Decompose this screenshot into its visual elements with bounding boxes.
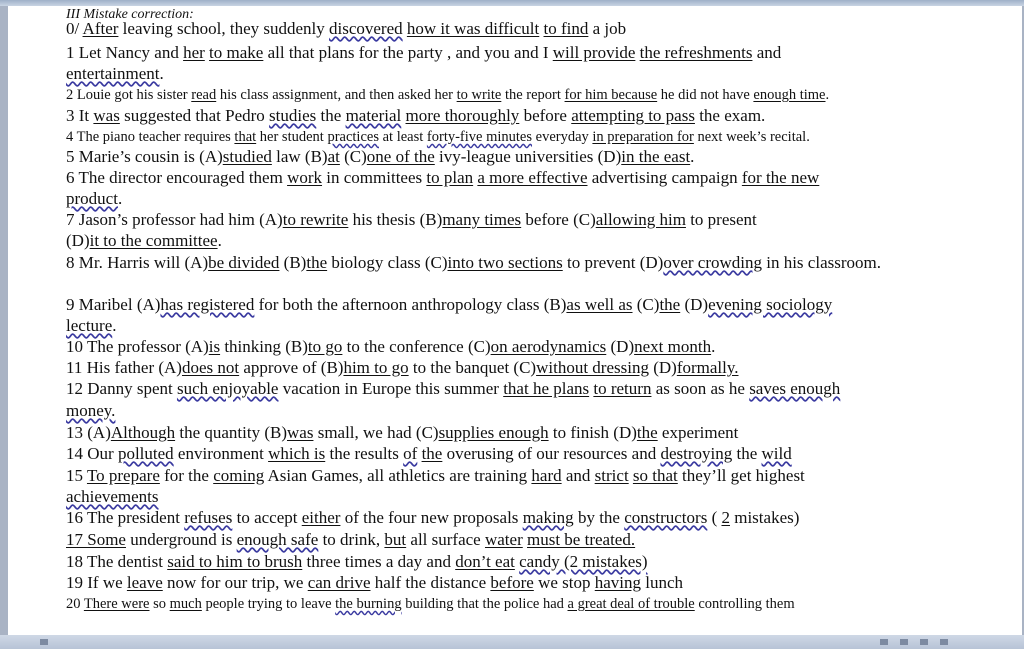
text-segment: experiment (657, 423, 739, 442)
text-segment: to the conference (C) (342, 337, 491, 356)
underlined-phrase: making (522, 508, 574, 527)
text-segment: advertising campaign (587, 168, 742, 187)
underlined-phrase: that he plans (503, 379, 590, 398)
underlined-phrase: money. (66, 401, 116, 420)
sentence-line (66, 572, 683, 593)
underlined-phrase: achievements (66, 487, 159, 506)
underlined-phrase: for him because (564, 87, 658, 103)
text-segment: ivy-league universities (D) (434, 147, 622, 166)
underlined-phrase: to rewrite (282, 210, 349, 229)
underlined-phrase: attempting to pass (571, 106, 695, 125)
underlined-phrase: so that (632, 466, 678, 485)
text-segment: at least (378, 129, 427, 145)
text-segment: for the (159, 466, 214, 485)
underlined-phrase: can drive (307, 573, 371, 592)
underlined-phrase: refuses (184, 508, 233, 527)
underlined-phrase: it to the committee (89, 231, 218, 250)
text-segment: (D) (66, 231, 90, 250)
underlined-phrase: as well as (566, 295, 633, 314)
underlined-phrase: many times (442, 210, 522, 229)
view-icon (940, 639, 948, 645)
text-segment: 16 The president (66, 508, 185, 527)
underlined-phrase: was (287, 423, 314, 442)
underlined-phrase: candy (2 mistakes) (519, 552, 648, 571)
underlined-phrase: hard (531, 466, 562, 485)
underlined-phrase: water (484, 530, 523, 549)
text-segment: law (B) (271, 147, 328, 166)
sentence-line (66, 167, 819, 188)
text-segment: 18 The dentist (66, 552, 168, 571)
sentence-line (66, 465, 805, 486)
text-segment: next week’s recital. (693, 129, 810, 145)
underlined-phrase: the (306, 253, 328, 272)
text-segment: we stop (533, 573, 595, 592)
text-segment: everyday (532, 129, 593, 145)
underlined-phrase: will provide (552, 43, 636, 62)
sentence-line (66, 400, 115, 421)
text-segment: suggested that Pedro (119, 106, 270, 125)
underlined-phrase: polluted (117, 444, 174, 463)
text-segment: controlling them (694, 596, 795, 612)
view-icon (880, 639, 888, 645)
text-segment: 4 The piano teacher requires (66, 129, 235, 145)
underlined-phrase: to return (593, 379, 652, 398)
underlined-phrase: next month (634, 337, 712, 356)
underlined-phrase: don’t eat (455, 552, 515, 571)
underlined-phrase: strict (594, 466, 629, 485)
text-segment: to the banquet (C) (408, 358, 537, 377)
text-segment: his thesis (B) (348, 210, 443, 229)
underlined-phrase: There were (83, 596, 150, 612)
text-segment: 9 Maribel (A) (66, 295, 161, 314)
underlined-phrase: which is (268, 444, 326, 463)
status-icon (40, 639, 48, 645)
underlined-phrase: leave (126, 573, 163, 592)
sentence-line (66, 507, 799, 528)
text-segment: . (112, 316, 117, 335)
text-segment: now for our trip, we (162, 573, 308, 592)
underlined-phrase: the (636, 423, 658, 442)
text-segment: the exam. (694, 106, 766, 125)
underlined-phrase: of (403, 444, 418, 463)
text-segment: . (217, 231, 222, 250)
underlined-phrase: to find (543, 19, 589, 38)
text-segment: 11 His father (A) (66, 358, 182, 377)
view-icon (920, 639, 928, 645)
underlined-phrase: that (234, 129, 257, 145)
text-segment: he did not have (657, 87, 754, 103)
text-segment: . (825, 87, 830, 103)
underlined-phrase: forty-five minutes (426, 129, 533, 145)
text-segment: (D) (606, 337, 635, 356)
text-segment: people trying to leave (201, 596, 336, 612)
underlined-phrase: her (183, 43, 205, 62)
text-segment: 14 Our (66, 444, 118, 463)
underlined-phrase: supplies enough (438, 423, 549, 442)
text-segment: 5 Marie’s cousin is (A) (66, 147, 223, 166)
underlined-phrase: in the east (621, 147, 691, 166)
sentence-line (66, 18, 626, 39)
text-segment: (D) (648, 358, 677, 377)
text-segment: (D) (680, 295, 709, 314)
text-segment: 8 Mr. Harris will (A) (66, 253, 209, 272)
text-segment: so (149, 596, 170, 612)
underlined-phrase: for the new (741, 168, 820, 187)
underlined-phrase: said to him to brush (167, 552, 303, 571)
underlined-phrase: enough safe (236, 530, 319, 549)
text-segment: small, we had (C) (313, 423, 439, 442)
underlined-phrase: studied (222, 147, 272, 166)
sentence-line (66, 443, 792, 464)
underlined-phrase: coming (213, 466, 265, 485)
underlined-phrase: more thoroughly (405, 106, 520, 125)
underlined-phrase: After (82, 19, 119, 38)
text-segment: (C) (632, 295, 660, 314)
sentence-line (66, 529, 635, 550)
underlined-phrase: to plan (426, 168, 474, 187)
sentence-line (66, 127, 810, 148)
text-segment: . (711, 337, 716, 356)
sentence-line (66, 42, 781, 63)
underlined-phrase: in preparation for (592, 129, 694, 145)
text-segment: they’ll get highest (677, 466, 805, 485)
underlined-phrase: one of the (366, 147, 435, 166)
sentence-line (66, 252, 881, 273)
text-segment: ( (707, 508, 722, 527)
text-segment: leaving school, they suddenly (118, 19, 329, 38)
underlined-phrase: to write (456, 87, 502, 103)
text-segment: half the distance (370, 573, 491, 592)
sentence-line (66, 486, 159, 507)
text-segment: 19 If we (66, 573, 127, 592)
sentence-line (66, 378, 840, 399)
text-segment: all that plans for the party , and you and I (263, 43, 553, 62)
text-segment: . (159, 64, 164, 83)
sentence-line (66, 422, 738, 443)
text-segment: and (752, 43, 782, 62)
text-segment: vacation in Europe this summer (278, 379, 504, 398)
text-segment: by the (573, 508, 625, 527)
underlined-phrase: either (301, 508, 341, 527)
sentence-line (66, 594, 795, 615)
underlined-phrase: must be treated. (527, 530, 636, 549)
underlined-phrase: at (327, 147, 340, 166)
text-segment: 13 (A) (66, 423, 111, 442)
section-heading: III Mistake correction: (66, 7, 194, 22)
underlined-phrase: studies (269, 106, 317, 125)
sentence-line (66, 188, 122, 209)
sentence-line (66, 551, 648, 572)
underlined-phrase: entertainment (66, 64, 160, 83)
underlined-phrase: discovered (329, 19, 403, 38)
text-segment: approve of (B) (239, 358, 344, 377)
text-segment: biology class (C) (327, 253, 448, 272)
text-segment: 3 It (66, 106, 94, 125)
text-segment: (B) (279, 253, 307, 272)
underlined-phrase: formally. (676, 358, 739, 377)
text-segment: thinking (B) (220, 337, 308, 356)
underlined-phrase: is (208, 337, 221, 356)
underlined-phrase: before (490, 573, 534, 592)
sentence-line (66, 146, 694, 167)
text-segment: 6 The director encouraged them (66, 168, 288, 187)
text-segment: underground is (125, 530, 237, 549)
text-segment: to finish (D) (548, 423, 637, 442)
sentence-line (66, 105, 765, 126)
text-segment: the results (325, 444, 404, 463)
text-segment: 12 Danny spent (66, 379, 177, 398)
text-segment: and (561, 466, 595, 485)
sentence-line (66, 209, 757, 230)
underlined-phrase: work (287, 168, 323, 187)
underlined-phrase: has registered (160, 295, 255, 314)
underlined-phrase: without dressing (536, 358, 649, 377)
sentence-line (66, 315, 117, 336)
text-segment: mistakes) (729, 508, 800, 527)
underlined-phrase: To prepare (86, 466, 160, 485)
text-segment: in committees (322, 168, 427, 187)
underlined-phrase: him to go (343, 358, 409, 377)
underlined-phrase: such enjoyable (176, 379, 279, 398)
text-segment: all surface (406, 530, 485, 549)
text-segment: to prevent (D) (562, 253, 664, 272)
underlined-phrase: to go (307, 337, 343, 356)
underlined-phrase: read (191, 87, 217, 103)
underlined-phrase: material (345, 106, 402, 125)
text-segment: 15 (66, 466, 87, 485)
text-segment: Asian Games, all athletics are training (264, 466, 532, 485)
text-segment: before (C) (521, 210, 596, 229)
text-segment: 10 The professor (A) (66, 337, 209, 356)
text-segment: lunch (641, 573, 684, 592)
underlined-phrase: enough time (753, 87, 826, 103)
underlined-phrase: but (384, 530, 407, 549)
text-segment: the (316, 106, 346, 125)
text-segment: the quantity (B) (175, 423, 287, 442)
underlined-phrase: destroying (660, 444, 733, 463)
underlined-phrase: the burning (335, 596, 402, 612)
underlined-phrase: evening sociology (708, 295, 833, 314)
underlined-phrase: practices (327, 129, 379, 145)
underlined-phrase: over crowding (663, 253, 762, 272)
text-segment: building that the police had (401, 596, 568, 612)
text-segment: . (690, 147, 695, 166)
text-segment: 20 (66, 596, 84, 612)
text-segment: her student (256, 129, 328, 145)
text-segment: 0/ (66, 19, 83, 38)
text-segment: overusing of our resources and (442, 444, 661, 463)
text-segment: of the four new proposals (340, 508, 523, 527)
underlined-phrase: to make (209, 43, 264, 62)
sentence-line (66, 63, 164, 84)
underlined-phrase: on aerodynamics (490, 337, 607, 356)
text-segment: (C) (339, 147, 367, 166)
text-segment: 7 Jason’s professor had him (A) (66, 210, 283, 229)
text-segment: to accept (232, 508, 302, 527)
sentence-line (66, 357, 739, 378)
text-segment: the report (501, 87, 565, 103)
text-segment: . (117, 189, 123, 208)
underlined-phrase: a more effective (477, 168, 588, 187)
text-segment: before (519, 106, 572, 125)
underlined-phrase: Although (110, 423, 176, 442)
underlined-phrase: the (659, 295, 681, 314)
underlined-phrase: saves enough (749, 379, 841, 398)
text-segment: three times a day and (302, 552, 456, 571)
underlined-phrase: into two sections (447, 253, 563, 272)
text-segment: 2 Louie got his sister (66, 87, 192, 103)
sentence-line (66, 230, 222, 251)
underlined-phrase: wild (761, 444, 792, 463)
sentence-line (66, 294, 832, 315)
text-segment: the (732, 444, 762, 463)
underlined-phrase: 2 (721, 508, 730, 527)
text-segment: a job (588, 19, 627, 38)
text-segment: as soon as he (651, 379, 750, 398)
underlined-phrase: product (66, 189, 118, 208)
sentence-line (66, 85, 829, 106)
underlined-phrase: does not (181, 358, 240, 377)
underlined-phrase: be divided (208, 253, 280, 272)
underlined-phrase: a great deal of trouble (567, 596, 695, 612)
text-segment: environment (173, 444, 269, 463)
underlined-phrase: having (594, 573, 642, 592)
underlined-phrase: 17 Some (66, 530, 126, 549)
text-segment: for both the afternoon anthropology class (B) (254, 295, 567, 314)
underlined-phrase: constructors (624, 508, 708, 527)
sentence-line (66, 336, 715, 357)
status-bar (0, 635, 1024, 649)
underlined-phrase: lecture (66, 316, 113, 335)
document-page (8, 6, 1022, 635)
text-segment: his class assignment, and then asked her (216, 87, 457, 103)
view-icon (900, 639, 908, 645)
text-segment: 1 Let Nancy and (66, 43, 184, 62)
underlined-phrase: how it was difficult (406, 19, 540, 38)
underlined-phrase: was (93, 106, 120, 125)
underlined-phrase: the (421, 444, 443, 463)
text-segment: in his classroom. (761, 253, 881, 272)
text-segment: to drink, (318, 530, 385, 549)
underlined-phrase: allowing him (595, 210, 686, 229)
underlined-phrase: much (169, 596, 202, 612)
text-segment: to present (685, 210, 757, 229)
underlined-phrase: the refreshments (639, 43, 753, 62)
